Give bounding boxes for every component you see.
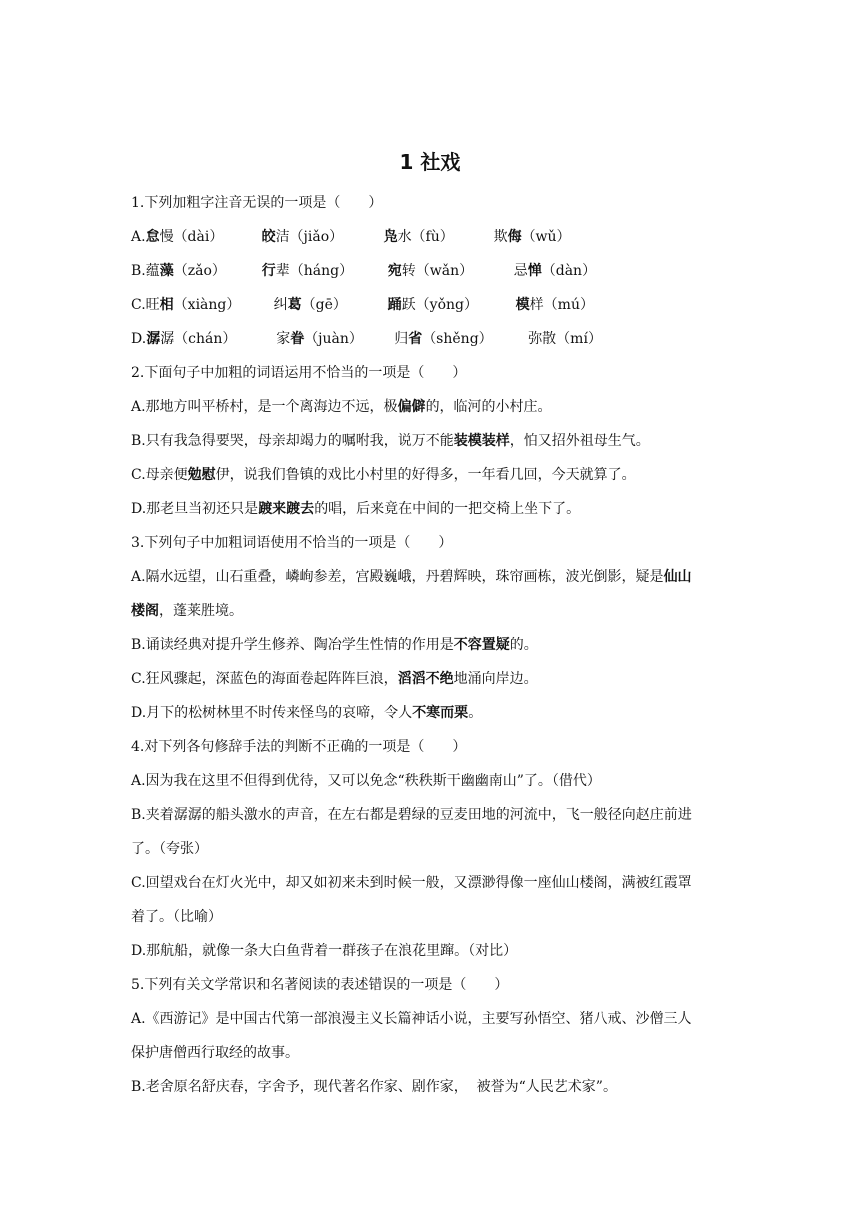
question-1-option-a bbox=[131, 220, 736, 254]
option-item: 弥散（mí） bbox=[528, 331, 602, 347]
question-4-option-b: B.夹着潺潺的船头激水的声音，在左右都是碧绿的豆麦田地的河流中，飞一般径向赵庄前进 bbox=[131, 807, 692, 823]
question-4-stem: 4.对下列各句修辞手法的判断不正确的一项是（ ） bbox=[131, 739, 467, 755]
option-label: B. bbox=[131, 263, 146, 279]
question-1-option-d bbox=[131, 322, 736, 356]
question-3-option-c: C.狂风骤起，深蓝色的海面卷起阵阵巨浪，滔滔不绝地涌向岸边。 bbox=[131, 671, 538, 687]
question-2-option-d: D.那老旦当初还只是踱来踱去的唱，后来竟在中间的一把交椅上坐下了。 bbox=[131, 501, 581, 517]
question-2-stem: 2.下面句子中加粗的词语运用不恰当的一项是（ ） bbox=[131, 365, 467, 381]
question-3-option-b: B.诵读经典对提升学生修养、陶冶学生性情的作用是不容置疑的。 bbox=[131, 637, 538, 653]
question-list bbox=[131, 186, 736, 1104]
question-5-option-a-cont: 保护唐僧西行取经的故事。 bbox=[131, 1045, 299, 1061]
question-4-option-c-cont: 着了。（比喻） bbox=[131, 909, 222, 925]
option-label: A. bbox=[131, 229, 146, 245]
question-2-option-b: B.只有我急得要哭，母亲却竭力的嘱咐我，说万不能装模装样，怕又招外祖母生气。 bbox=[131, 433, 650, 449]
option-label: D. bbox=[131, 331, 147, 347]
question-3-stem: 3.下列句子中加粗词语使用不恰当的一项是（ ） bbox=[131, 535, 453, 551]
option-item: 纠葛（gē） bbox=[273, 297, 347, 313]
question-1-option-c bbox=[131, 288, 736, 322]
option-item: 归省（shěng） bbox=[394, 331, 493, 347]
option-item: 旺相（xiàng） bbox=[145, 297, 241, 313]
document-title: 1 社戏 bbox=[399, 150, 461, 174]
question-4-option-a: A.因为我在这里不但得到优待，又可以免念“秩秩斯干幽幽南山”了。（借代） bbox=[131, 773, 601, 789]
question-4-option-c: C.回望戏台在灯火光中，却又如初来未到时候一般，又漂渺得像一座仙山楼阁，满被红霞罩 bbox=[131, 875, 692, 891]
question-5-stem: 5.下列有关文学常识和名著阅读的表述错误的一项是（ ） bbox=[131, 977, 509, 993]
question-1-stem: 1.下列加粗字注音无误的一项是（ ） bbox=[131, 195, 383, 211]
question-3-option-a-cont: 楼阁，蓬莱胜境。 bbox=[131, 603, 243, 619]
option-item: 欺侮（wǔ） bbox=[493, 229, 571, 245]
option-item: 家眷（juàn） bbox=[276, 331, 363, 347]
option-item: 皎洁（jiǎo） bbox=[261, 229, 344, 245]
question-2-option-a: A.那地方叫平桥村，是一个离海边不远，极偏僻的，临河的小村庄。 bbox=[131, 399, 552, 415]
option-label: C. bbox=[131, 297, 146, 313]
option-item: 潺潺（chán） bbox=[146, 331, 237, 347]
question-4-option-d: D.那航船，就像一条大白鱼背着一群孩子在浪花里蹿。（对比） bbox=[131, 943, 518, 959]
option-item: 行辈（háng） bbox=[261, 263, 354, 279]
option-item: 忌惮（dàn） bbox=[513, 263, 597, 279]
question-3-option-a: A.隔水远望，山石重叠，嶙峋参差，宫殿巍峨，丹碧辉映，珠帘画栋，波光倒影，疑是仙山 bbox=[131, 569, 692, 585]
question-1-option-b bbox=[131, 254, 736, 288]
option-item: 蕴藻（zǎo） bbox=[145, 263, 226, 279]
question-4-option-b-cont: 了。（夸张） bbox=[131, 841, 208, 857]
option-item: 怠慢（dài） bbox=[145, 229, 224, 245]
option-item: 踊跃（yǒng） bbox=[387, 297, 478, 313]
option-item: 宛转（wǎn） bbox=[387, 263, 474, 279]
question-3-option-d: D.月下的松树林里不时传来怪鸟的哀啼，令人不寒而栗。 bbox=[131, 705, 483, 721]
option-item: 模样（mú） bbox=[515, 297, 594, 313]
question-5-option-b: B.老舍原名舒庆春，字舍予，现代著名作家、剧作家， 被誉为“人民艺术家”。 bbox=[131, 1079, 617, 1095]
option-item: 凫水（fù） bbox=[383, 229, 454, 245]
question-2-option-c: C.母亲便勉慰伊，说我们鲁镇的戏比小村里的好得多，一年看几回，今天就算了。 bbox=[131, 467, 636, 483]
question-5-option-a: A.《西游记》是中国古代第一部浪漫主义长篇神话小说，主要写孙悟空、猪八戒、沙僧三人 bbox=[131, 1011, 692, 1027]
